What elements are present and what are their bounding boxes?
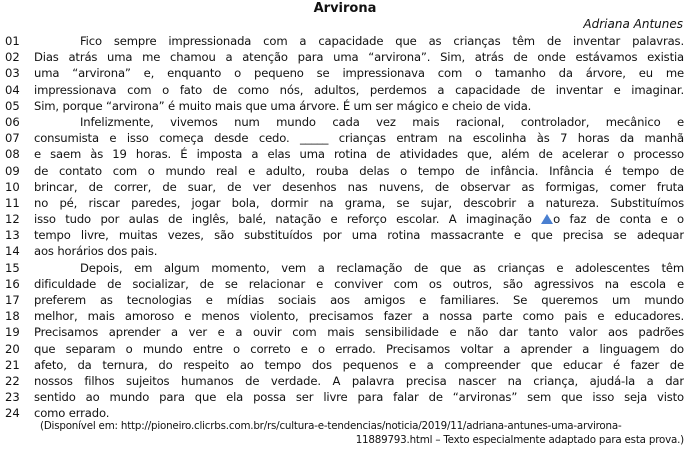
line-number: 03 — [5, 66, 20, 81]
text-line — [0, 146, 690, 162]
line-text: dificuldade de socializar, de se relacionar e conviver com os outros, são agressivos na escola e — [34, 276, 684, 291]
line-number: 17 — [5, 293, 20, 307]
text-line — [0, 195, 690, 211]
source-line-1: (Disponível em: http://pioneiro.clicrbs.com.br/rs/cultura-e-tendencias/noticia/2019/11/adriana-antunes-uma-arvirona- — [40, 420, 622, 432]
line-text: impressionava com o fato de como nós, adultos, perdemos a capacidade de inventar e imaginar. — [34, 82, 684, 97]
text-line — [0, 227, 690, 243]
text-line — [0, 308, 690, 324]
line-text: aos horários dos pais. — [34, 244, 158, 259]
text-line — [0, 114, 690, 130]
line-number: 02 — [5, 50, 20, 65]
text-line — [0, 98, 690, 114]
line-text: Depois, em algum momento, vem a reclamação de que as crianças e adolescentes têm — [80, 260, 684, 275]
text-line — [0, 292, 690, 308]
line-number: 06 — [5, 114, 20, 129]
source-line-2: 11889793.html – Texto especialmente adaptado para esta prova.) — [355, 434, 684, 446]
line-text — [34, 211, 684, 227]
text-line — [0, 82, 690, 98]
text-line — [0, 357, 690, 373]
line-number: 08 — [5, 147, 20, 162]
triangle-marker-icon — [541, 212, 553, 222]
line-number: 23 — [5, 390, 20, 405]
line-text-part: o faz de conta e o — [553, 212, 684, 227]
line-text: brincar, de correr, de suar, de ver desenhos nas nuvens, de observar as formigas, comer fruta — [34, 179, 684, 194]
line-text: consumista e isso começa desde cedo. _____ crianças entram na escolinha às 7 horas da manhã — [34, 131, 684, 146]
line-number: 18 — [5, 309, 20, 324]
text-line — [0, 179, 690, 195]
line-text: e saem às 19 horas. É imposta a elas uma rotina de atividades que, além de acelerar o processo — [34, 147, 684, 162]
line-text: Infelizmente, vivemos num mundo cada vez mais racional, controlador, mecânico e — [80, 114, 684, 129]
line-text: Sim, porque “arvirona” é muito mais que uma árvore. É um ser mágico e cheio de vida. — [34, 98, 532, 113]
line-number: 13 — [5, 228, 20, 243]
text-line — [0, 211, 690, 227]
line-number: 22 — [5, 373, 20, 388]
line-text: Fico sempre impressionada com a capacidade que as crianças têm de inventar palavras. — [80, 34, 684, 48]
source-citation — [40, 419, 684, 447]
line-number: 04 — [5, 82, 20, 97]
text-line — [0, 260, 690, 276]
line-text: nossos filhos sujeitos humanos de verdade. A palavra precisa nascer na criança, ajudá-la a dar — [34, 373, 684, 388]
line-number: 16 — [5, 276, 20, 291]
text-line — [0, 341, 690, 357]
text-line — [0, 389, 690, 405]
text-line — [0, 49, 690, 65]
line-text: Dias atrás uma me chamou a atenção para uma “arvirona”. Sim, atrás de onde estávamos existia — [34, 50, 684, 65]
line-text: preferem as tecnologias e mídias sociais aos amigos e familiares. Se queremos um mundo — [34, 293, 684, 307]
line-number: 14 — [5, 244, 20, 259]
line-number: 24 — [5, 406, 20, 421]
line-number: 15 — [5, 260, 20, 275]
text-line — [0, 276, 690, 292]
text-line — [0, 33, 690, 49]
line-number: 05 — [5, 98, 20, 113]
line-text: no pé, riscar paredes, jogar bola, dormir na grama, se sujar, descobrir a natureza. Substituímos — [34, 195, 684, 210]
line-text: sentido ao mundo para que ela possa ser livre para falar de “arvironas” sem que isso seja visto — [34, 390, 684, 405]
text-line — [0, 324, 690, 340]
text-line — [0, 65, 690, 81]
line-text-part: isso tudo por aulas de inglês, balé, natação e reforço escolar. A imaginação — [34, 212, 532, 227]
line-number: 09 — [5, 163, 20, 178]
line-text: melhor, mais amoroso e menos violento, precisamos fazer a nossa parte como pais e educadores. — [34, 309, 684, 324]
line-number: 19 — [5, 325, 20, 340]
line-text: como errado. — [34, 406, 110, 421]
text-body — [0, 33, 690, 422]
line-number: 11 — [5, 195, 20, 210]
text-line — [0, 243, 690, 259]
line-number: 07 — [5, 131, 20, 146]
text-line — [0, 163, 690, 179]
line-number: 21 — [5, 357, 20, 372]
line-text: uma “arvirona” e, enquanto o pequeno se impressionava com o tamanho da árvore, eu me — [34, 66, 684, 81]
text-line — [0, 373, 690, 389]
line-text: de contato com o mundo real e adulto, rouba delas o tempo de infância. Infância é tempo de — [34, 163, 684, 178]
line-text: tempo livre, muitas vezes, são substituídos por uma rotina massacrante e que precisa se adequar — [34, 228, 684, 243]
line-number: 10 — [5, 179, 20, 194]
line-number: 01 — [5, 34, 20, 48]
line-text: afeto, da ternura, do respeito ao tempo dos pequenos e a compreender que educar é fazer de — [34, 357, 684, 372]
author-name: Adriana Antunes — [583, 17, 683, 31]
line-text: Precisamos aprender a ver e a ouvir com mais sensibilidade e não dar tanto valor aos padrões — [34, 325, 684, 340]
line-number: 20 — [5, 341, 20, 356]
line-number: 12 — [5, 212, 20, 227]
text-title: Arvirona — [313, 1, 377, 16]
line-text: que separam o mundo entre o correto e o errado. Precisamos voltar a aprender a linguagem do — [34, 341, 684, 356]
text-line — [0, 130, 690, 146]
